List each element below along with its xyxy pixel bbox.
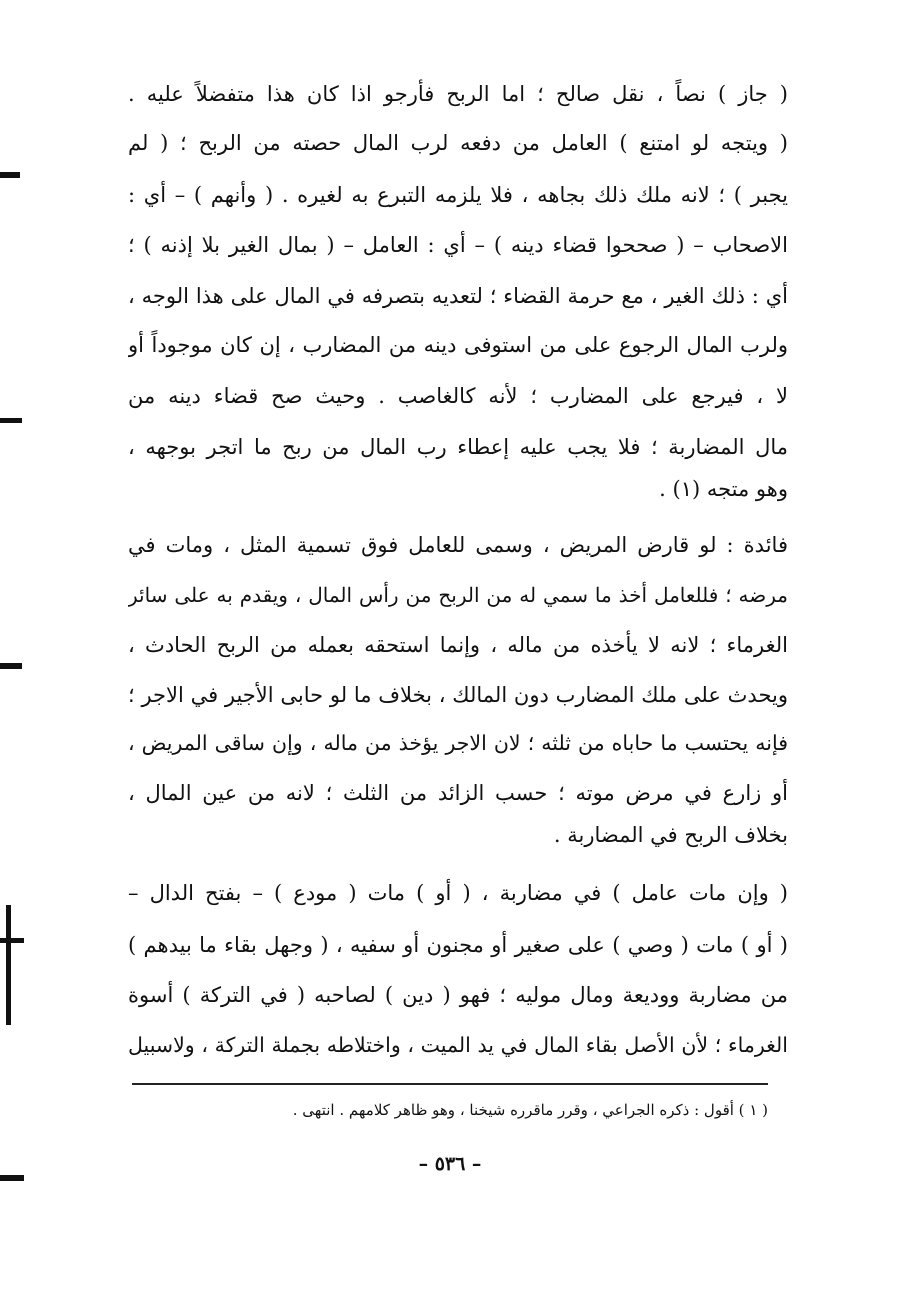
page-number: – ٥٣٦ –	[418, 1153, 482, 1175]
text-line: الغرماء ؛ لأن الأصل بقاء المال في يد الميت ، واختلاطه بجملة التركة ، ولاسبيل	[128, 1033, 788, 1057]
binding-mark	[0, 1175, 24, 1181]
text-line: بخلاف الربح في المضاربة .	[553, 823, 788, 847]
text-line: ولرب المال الرجوع على من استوفى دينه من المضارب ، إن كان موجوداً أو	[128, 333, 788, 357]
text-line: ( أو ) مات ( وصي ) على صغير أو مجنون أو سفيه ، ( وجهل بقاء ما بيدهم )	[128, 933, 788, 957]
binding-mark	[6, 905, 11, 1025]
text-line: الغرماء ؛ لانه لا يأخذه من ماله ، وإنما استحقه بعمله من الربح الحادث ،	[128, 633, 788, 657]
text-line: فائدة : لو قارض المريض ، وسمى للعامل فوق تسمية المثل ، ومات في	[128, 533, 788, 557]
text-line: مرضه ؛ فللعامل أخذ ما سمي له من الربح من رأس المال ، ويقدم به على سائر	[128, 583, 788, 607]
text-line: من مضاربة ووديعة ومال موليه ؛ فهو ( دين ) لصاحبه ( في التركة ) أسوة	[128, 983, 788, 1007]
text-line: ( جاز ) نصاً ، نقل صالح ؛ اما الربح فأرجو اذا كان هذا متفضلاً عليه .	[128, 82, 788, 106]
text-line: الاصحاب – ( صححوا قضاء دينه ) – أي : العامل – ( بمال الغير بلا إذنه ) ؛	[128, 233, 788, 257]
footnote-rule	[132, 1083, 768, 1085]
text-line: أو زارع في مرض موته ؛ حسب الزائد من الثلث ؛ لانه من عين المال ،	[128, 781, 788, 805]
footnote: ( ١ ) أقول : ذكره الجراعي ، وقرر ماقرره شيخنا ، وهو ظاهر كلامهم . انتهى .	[292, 1101, 768, 1119]
text-line: يجبر ) ؛ لانه ملك ذلك بجاهه ، فلا يلزمه التبرع به لغيره . ( وأنهم ) – أي :	[128, 183, 788, 207]
binding-mark	[0, 418, 22, 423]
text-line: لا ، فيرجع على المضارب ؛ لأنه كالغاصب . وحيث صح قضاء دينه من	[128, 384, 788, 408]
text-line: مال المضاربة ؛ فلا يجب عليه إعطاء رب المال من ربح ما اتجر بوجهه ،	[128, 435, 788, 459]
text-line: ويحدث على ملك المضارب دون المالك ، بخلاف ما لو حابى الأجير في الاجر ؛	[128, 683, 788, 707]
text-line: أي : ذلك الغير ، مع حرمة القضاء ؛ لتعديه بتصرفه في المال على هذا الوجه ،	[128, 284, 788, 308]
binding-mark	[0, 938, 24, 943]
binding-mark	[0, 663, 22, 669]
binding-mark	[0, 172, 20, 178]
text-line: ( ويتجه لو امتنع ) العامل من دفعه لرب المال حصته من الربح ؛ ( لم	[128, 131, 788, 155]
text-line: فإنه يحتسب ما حاباه من ثلثه ؛ لان الاجر يؤخذ من ماله ، وإن ساقى المريض ،	[128, 731, 788, 755]
text-line: وهو متجه (١) .	[659, 477, 788, 501]
text-line: ( وإن مات عامل ) في مضاربة ، ( أو ) مات ( مودع ) – بفتح الدال –	[128, 881, 788, 905]
